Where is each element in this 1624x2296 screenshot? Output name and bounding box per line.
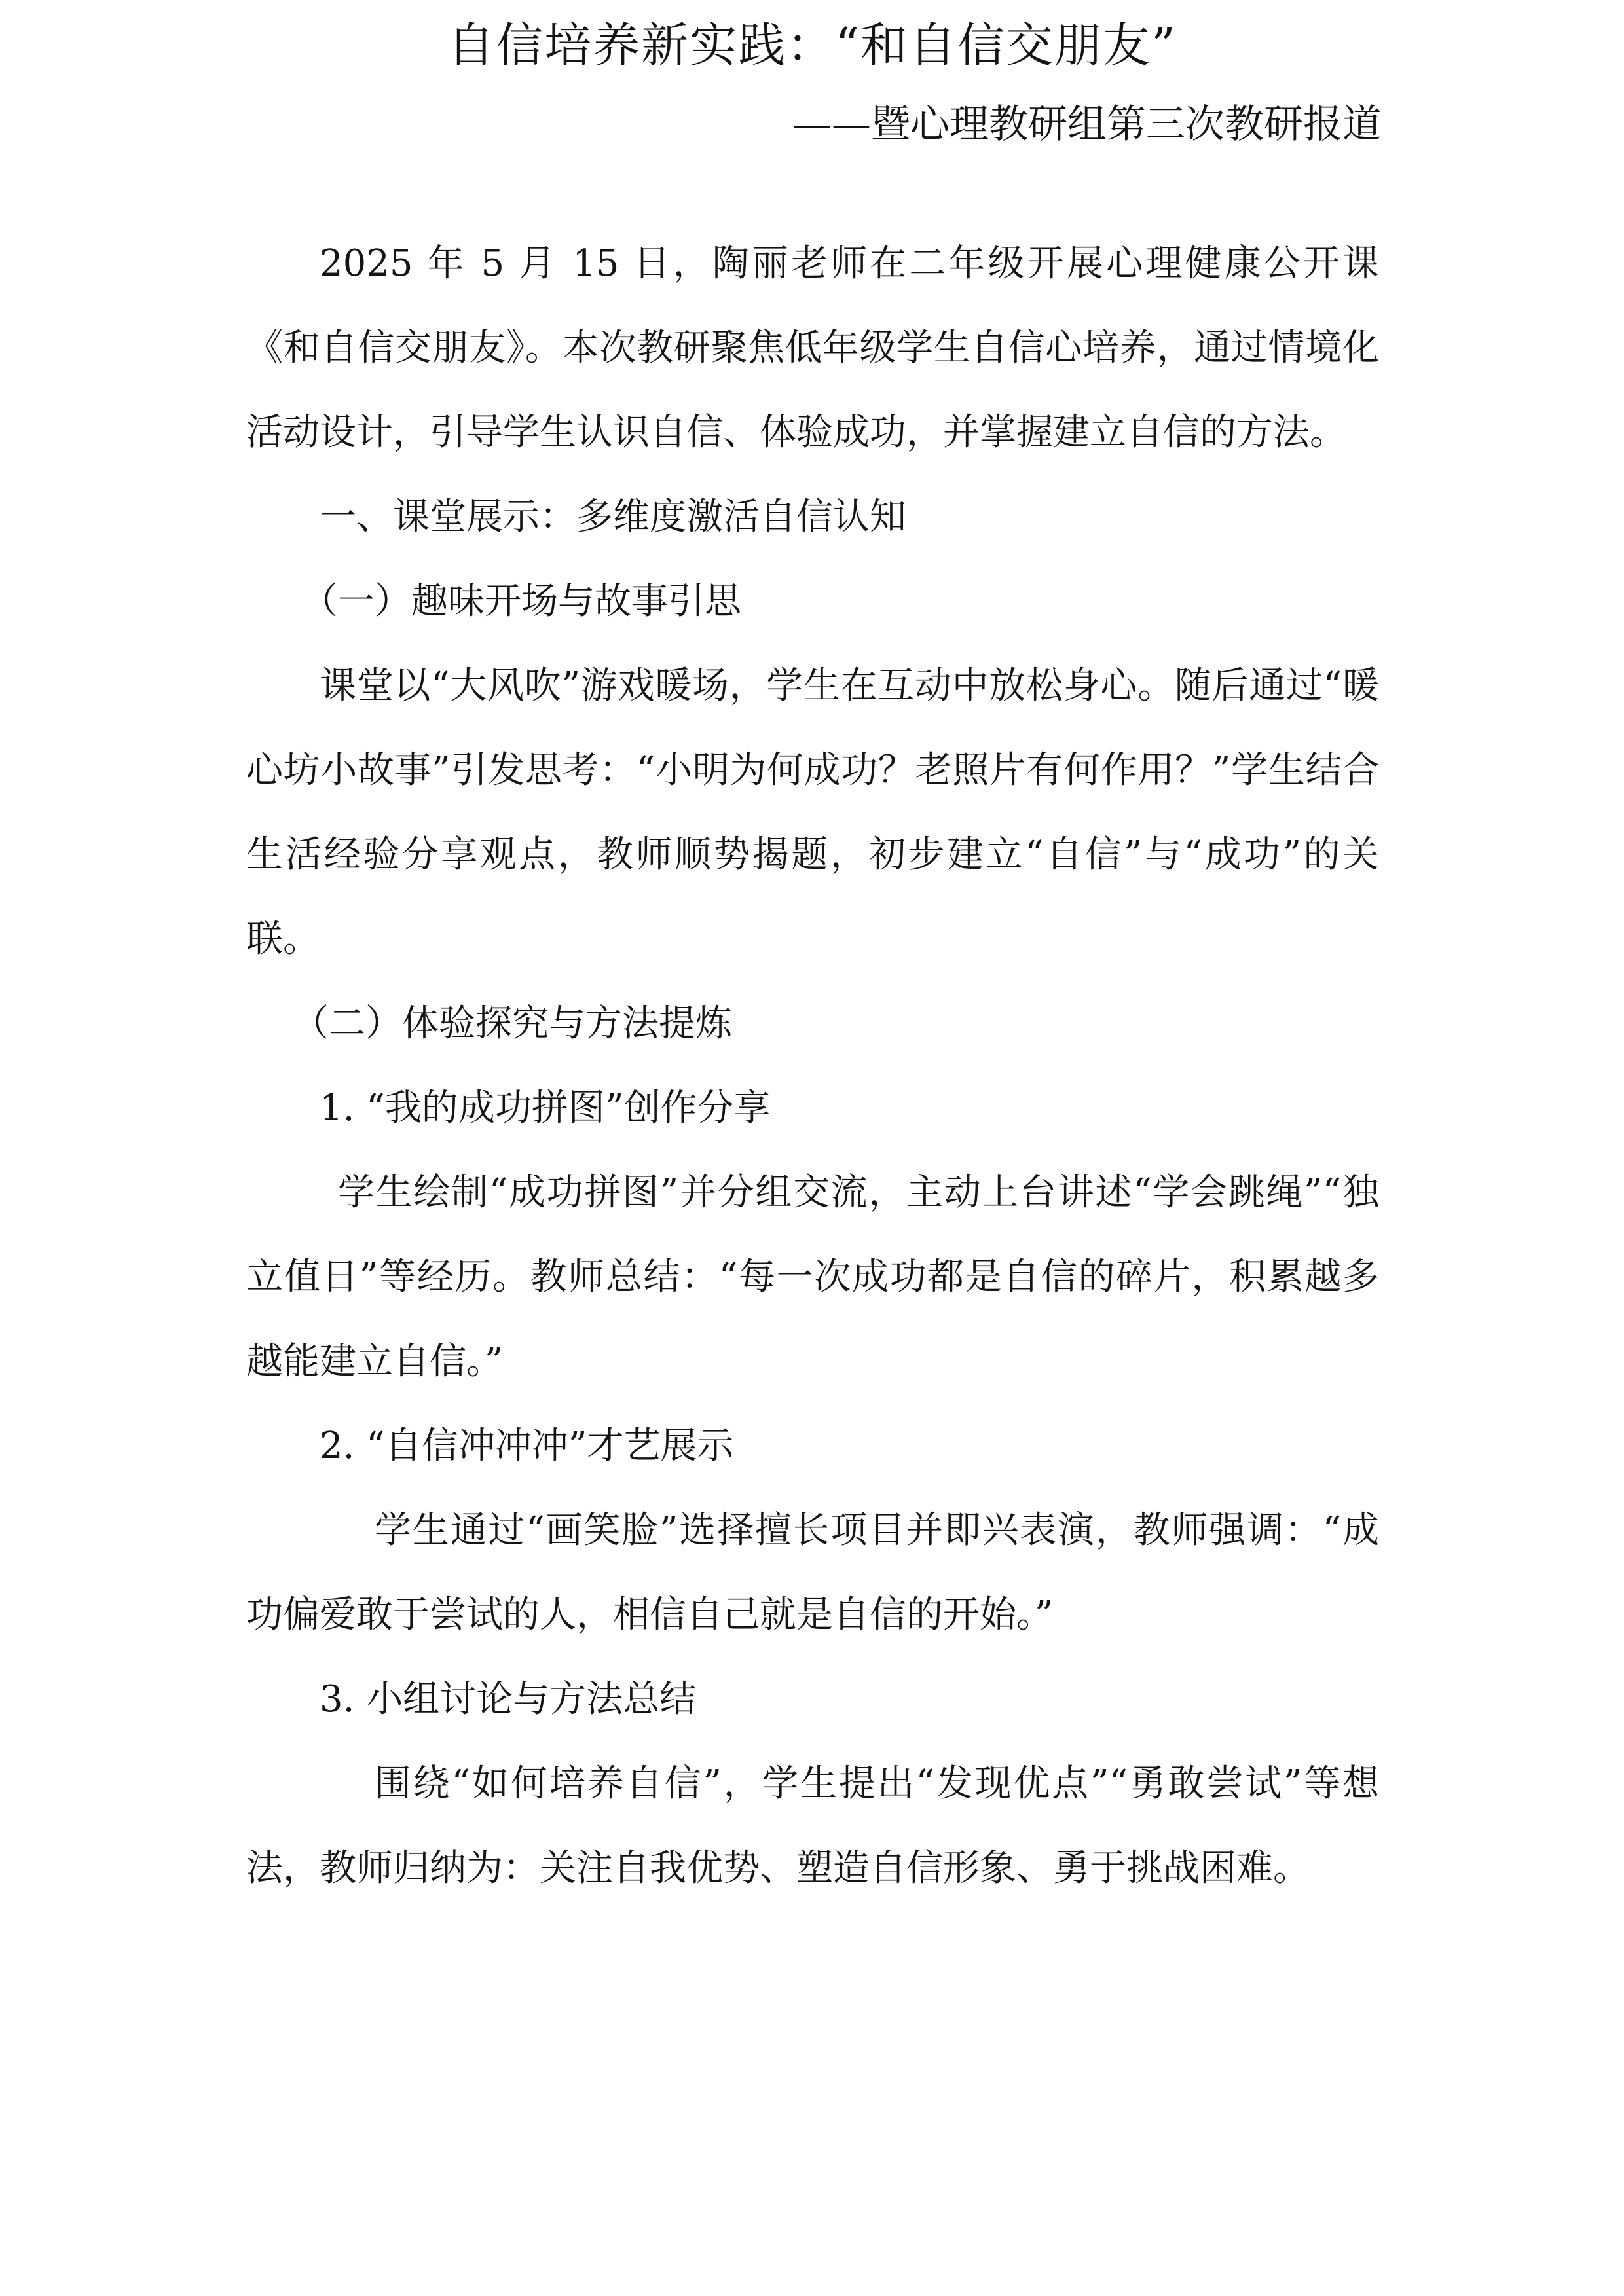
talent-show-paragraph: 学生通过“画笑脸”选择擅长项目并即兴表演，教师强调：“成功偏爱敢于尝试的人，相信自己就是自信的开始。”	[246, 1509, 1379, 1636]
opening-paragraph: 课堂以“大风吹”游戏暖场，学生在互动中放松身心。随后通过“暖心坊小故事”引发思考：“小明为何成功？老照片有何作用？”学生结合生活经验分享观点，教师顺势揭题，初步建立“自信”与“成功”的关联。	[246, 665, 1379, 960]
item-heading-success-puzzle: 1. “我的成功拼图”创作分享	[320, 1087, 771, 1129]
article-body	[246, 221, 1379, 1910]
intro-paragraph: 2025 年 5 月 15 日，陶丽老师在二年级开展心理健康公开课《和自信交朋友》。本次教研聚焦低年级学生自信心培养，通过情境化活动设计，引导学生认识自信、体验成功，并掌握建立自信的方法。	[246, 242, 1379, 454]
page-title: 自信培养新实践：“和自信交朋友”	[447, 18, 1177, 73]
success-puzzle-paragraph: 学生绘制“成功拼图”并分组交流，主动上台讲述“学会跳绳”“独立值日”等经历。教师总结：“每一次成功都是自信的碎片，积累越多越能建立自信。”	[246, 1171, 1379, 1383]
page-subtitle: ——暨心理教研组第三次教研报道	[792, 101, 1382, 147]
group-discussion-paragraph: 围绕“如何培养自信”，学生提出“发现优点”“勇敢尝试”等想法，教师归纳为：关注自我优势、塑造自信形象、勇于挑战困难。	[246, 1762, 1379, 1889]
section-heading-classroom-display: 一、课堂展示：多维度激活自信认知	[320, 496, 906, 538]
subsection-heading-opening: （一）趣味开场与故事引思	[301, 580, 741, 623]
subsection-heading-experience: （二）体验探究与方法提炼	[292, 1002, 732, 1045]
item-heading-group-discussion: 3. 小组讨论与方法总结	[320, 1678, 697, 1721]
item-heading-talent-show: 2. “自信冲冲冲”才艺展示	[320, 1425, 734, 1467]
